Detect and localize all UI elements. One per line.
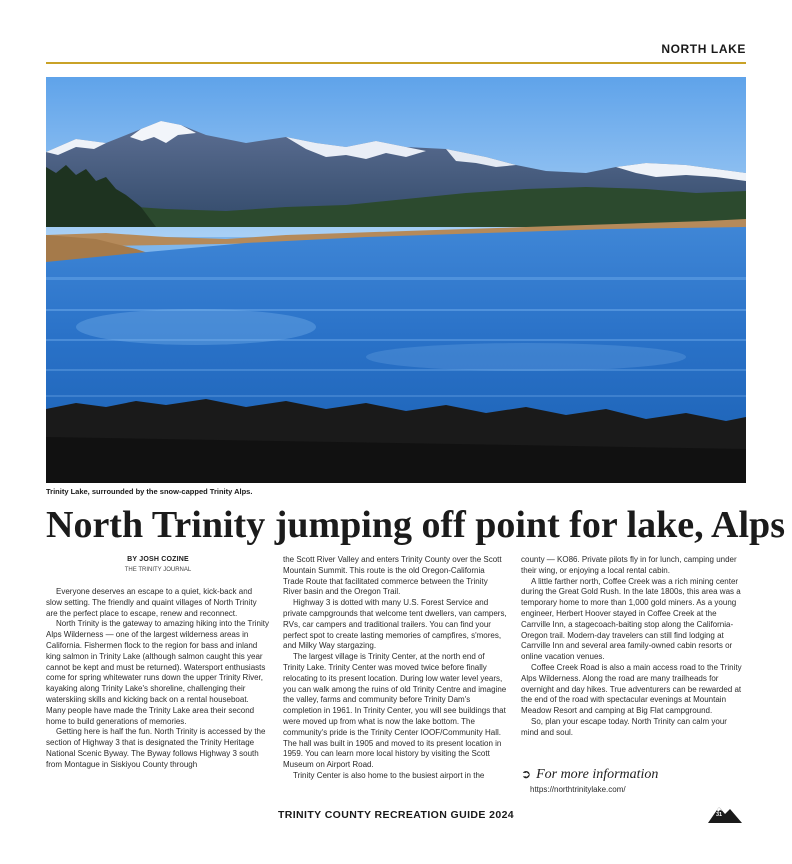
byline: [46, 554, 270, 575]
section-label: NORTH LAKE: [661, 42, 746, 56]
more-info-label: For more information: [536, 767, 659, 782]
paragraph: Highway 3 is dotted with many U.S. Forest Service and private campgrounds that welcome tent dwellers, van campers, RVs, car campers and traditional trailers. You can find your perfect spot to create lasting memories of campfires, s'mores, and Milky Way stargazing.: [283, 598, 507, 651]
paragraph: So, plan your escape today. North Trinity can calm your mind and soul.: [521, 716, 727, 737]
guide-title: TRINITY COUNTY RECREATION GUIDE 2024: [277, 809, 515, 821]
paragraph: The largest village is Trinity Center, at the north end of Trinity Lake. Trinity Center was moved twice before finally relocating to its present location. During low water level years, you can walk among the ruins of old Trinity Centre and imagine the valley, farms and community before Trinity Dam's completion in 1961. In Trinity Center, you will see buildings that were moved up from what is now the lake bottom. The community's pride is the Trinity Center IOOF/Community Hall. The hall was built in 1905 and moved to its present location in 1959. You can learn more local history by visiting the Scott Museum on Airport Road.: [283, 652, 507, 770]
more-info-heading: [521, 765, 658, 784]
publication-name: THE TRINITY JOURNAL: [124, 567, 192, 573]
lake-landscape-image: [46, 77, 746, 483]
paragraph: North Trinity is the gateway to amazing hiking into the Trinity Alps Wilderness — one of the largest wilderness areas in California. Fishermen flock to the region for bass and inland king salmon in Trinity Lake (although salmon caught this year cannot be kept and must be returned). Watersport enthusiasts come for spring whitewater runs down the upper Trinity River, kayaking along Trinity Lake's shoreline, challenging their waterskiing skills and kicking back on a rental houseboat. Many people have made the Trinity Lake area their second home to build generations of memories.: [46, 619, 269, 726]
author-name: BY JOSH COZINE: [127, 556, 189, 563]
more-info-link[interactable]: https://northtrinitylake.com/: [530, 785, 626, 794]
paragraph: Getting here is half the fun. North Trinity is accessed by the section of Highway 3 that is designated the Trinity Heritage National Scenic Byway. The Byway follows Highway 3 south from Montague in Siskiyou County through: [46, 727, 266, 769]
article-headline: North Trinity jumping off point for lake, Alps: [46, 504, 785, 546]
article-column-2: [283, 555, 507, 782]
article-column-1: [46, 587, 270, 771]
article-column-3: [521, 555, 745, 739]
paragraph: the Scott River Valley and enters Trinity County over the Scott Mountain Summit. This route is the old Oregon-California Trade Route that facilitated commerce between the Trinity River basin and the Oregon Trail.: [283, 555, 502, 597]
right-arrow-icon: ➲: [521, 767, 532, 781]
page-number: 31: [715, 812, 723, 818]
paragraph: A little farther north, Coffee Creek was a rich mining center during the Great Gold Rush. In the late 1800s, this area was a temporary home to more than 1,000 gold miners. As a young engineer, Herbert Hoover stayed in Coffee Creek at the Carrville Inn, a stagecoach-baiting stop along the California-Oregon trail. Modern-day travelers can still find lodging at Carrville Inn and several area family-owned cabin resorts or online vacation venues.: [521, 576, 741, 662]
paragraph: Everyone deserves an escape to a quiet, kick-back and slow setting. The friendly and quaint villages of North Trinity are the perfect place to escape, renew and reconnect.: [46, 587, 257, 618]
header-rule: [46, 62, 746, 64]
paragraph: county — KO86. Private pilots fly in for lunch, camping under their wing, or enjoying a local rental cabin.: [521, 555, 737, 575]
lake-photo: [46, 77, 746, 483]
paragraph: Coffee Creek Road is also a main access road to the Trinity Alps Wilderness. Along the road are many trailheads for overnight and day hikes. True adventurers can be rewarded at the end of the road with spectacular evenings at Mountain Meadow Resort and camping at Big Flat campground.: [521, 662, 742, 716]
paragraph: Trinity Center is also home to the busiest airport in the: [293, 770, 485, 780]
photo-caption: Trinity Lake, surrounded by the snow-capped Trinity Alps.: [46, 487, 253, 496]
